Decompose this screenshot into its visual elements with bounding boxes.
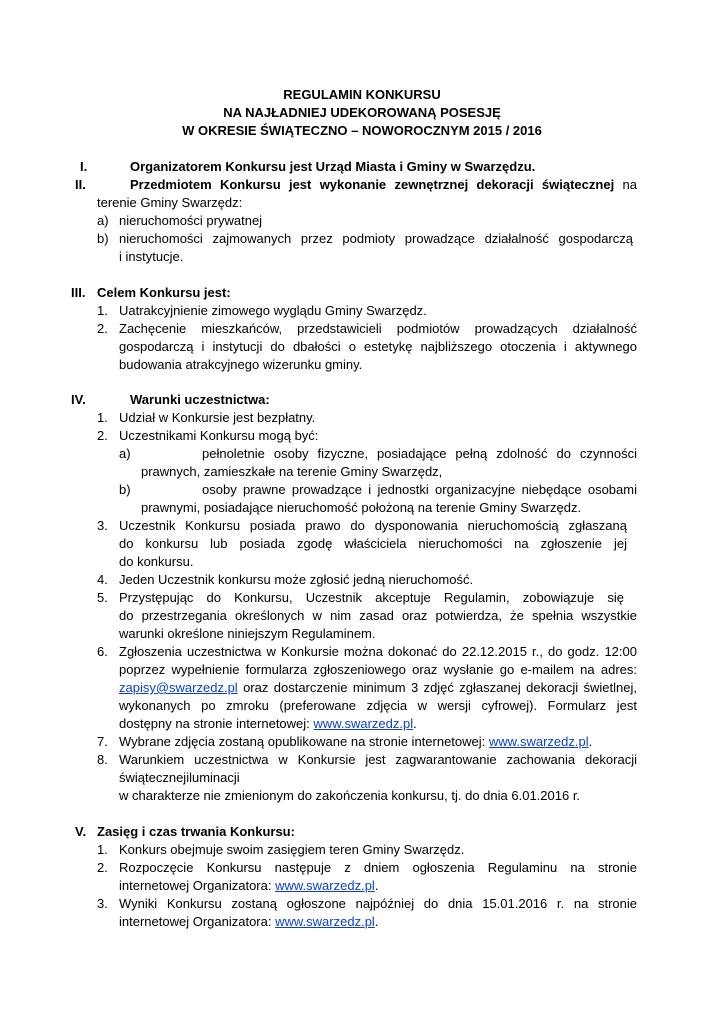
section-iii-heading: Celem Konkursu jest: [97,285,231,300]
section-iii-item-2-line-2: gospodarczą i instytucji do dbałości o estetykę najbliższego otoczenia i aktywnego [119,339,637,354]
section-i-number: I. [80,159,88,174]
section-iv-item-3-line-2: do konkursu lub posiada zgodę właściciela nieruchomości na zgłoszenie jej [119,536,627,551]
section-ii-line-2: terenie Gminy Swarzędz: [97,195,243,210]
section-iv-item-6-line-2: poprzez wypełnienie formularza zgłoszeniowego oraz wysłanie go e-mailem na adres: [119,662,637,677]
section-ii-b-marker: b) [97,231,109,246]
section-iv-item-6-line-5-text: dostępny na stronie internetowej: [119,716,310,731]
section-iv-item-7-number: 7. [97,734,108,749]
section-iii-item-2-line-3: budowania atrakcyjnego wizerunku gminy. [119,357,363,372]
section-v-item-2-number: 2. [97,860,108,875]
section-v-item-1-number: 1. [97,842,108,857]
section-v-item-2-line-1: Rozpoczęcie Konkursu następuje z dniem ogłoszenia Regulaminu na stronie [119,860,637,875]
website-link[interactable]: www.swarzedz.pl [275,914,375,929]
title-line-1: REGULAMIN KONKURSU [283,87,441,102]
section-iii-item-1-number: 1. [97,303,108,318]
section-ii-b-line-2: i instytucje. [119,249,184,264]
section-ii-a-marker: a) [97,213,109,228]
section-iv-item-5-line-3: warunki określone niniejszym Regulaminem. [119,626,376,641]
section-i-text: Organizatorem Konkursu jest Urząd Miasta i Gminy w Swarzędzu. [130,159,536,174]
section-iii-item-2-line-1: Zachęcenie mieszkańców, przedstawicieli podmiotów prowadzących działalność [119,321,637,336]
section-iv-b-line-1: osoby prawne prowadzące i jednostki organizacyjne niebędące osobami [202,482,637,497]
website-link[interactable]: www.swarzedz.pl [275,878,375,893]
section-iv-a-line-1: pełnoletnie osoby fizyczne, posiadające pełną zdolność do czynności [202,446,637,461]
website-link[interactable]: www.swarzedz.pl [313,716,414,731]
section-iv-item-6-line-3 [119,679,637,697]
title-line-3: W OKRESIE ŚWIĄTECZNO – NOWOROCZNYM 2015 / 2016 [182,123,542,138]
section-v-item-3-line-2 [119,913,378,931]
section-ii-bold-text: Przedmiotem Konkursu jest wykonanie zewnętrznej dekoracji świątecznej [130,177,615,192]
section-iv-item-1-number: 1. [97,410,108,425]
section-iii-item-1: Uatrakcyjnienie zimowego wyglądu Gminy Swarzędz. [119,303,427,318]
section-iv-item-7-text: Wybrane zdjęcia zostaną opublikowane na stronie internetowej: [119,734,486,749]
section-iv-a-marker: a) [119,446,131,461]
section-iv-item-2: Uczestnikami Konkursu mogą być: [119,428,319,443]
section-iv-item-3-number: 3. [97,518,108,533]
section-ii-number: II. [75,177,86,192]
section-v-number: V. [75,824,87,839]
section-iv-item-5-line-1: Przystępując do Konkursu, Uczestnik akceptuje Regulamin, zobowiązuje się [119,590,624,605]
section-iv-item-8-line-2: świątecznejiluminacji [119,770,240,785]
section-v-item-1: Konkurs obejmuje swoim zasięgiem teren Gminy Swarzędz. [119,842,465,857]
period: . [413,716,417,731]
section-v-item-3-number: 3. [97,896,108,911]
section-ii-b-line-1: nieruchomości zajmowanych przez podmioty prowadzące działalność gospodarczą [119,231,633,246]
section-iv-heading: Warunki uczestnictwa: [130,392,270,407]
website-link[interactable]: www.swarzedz.pl [488,734,589,749]
section-iv-a-line-2: prawnych, zamieszkałe na terenie Gminy Swarzędz, [141,464,443,479]
section-iv-item-1: Udział w Konkursie jest bezpłatny. [119,410,316,425]
section-v-item-3-line-2-text: internetowej Organizatora: [119,914,272,929]
section-iv-item-6-number: 6. [97,644,108,659]
section-v-item-2-line-2-text: internetowej Organizatora: [119,878,272,893]
section-iv-item-3-line-3: do konkursu. [119,554,194,569]
period: . [588,734,593,749]
section-iv-item-3-line-1: Uczestnik Konkursu posiada prawo do dysponowania nieruchomością zgłaszaną [119,518,627,533]
section-iv-item-4: Jeden Uczestnik konkursu może zgłosić jedną nieruchomość. [119,572,474,587]
section-ii-a-text: nieruchomości prywatnej [119,213,263,228]
title-line-2: NA NAJŁADNIEJ UDEKOROWANĄ POSESJĘ [223,105,501,120]
section-iv-b-line-2: prawnymi, posiadające nieruchomość położoną na terenie Gminy Swarzędz. [141,500,582,515]
section-ii-tail: na [622,177,637,192]
section-v-heading: Zasięg i czas trwania Konkursu: [97,824,295,839]
section-iv-item-4-number: 4. [97,572,108,587]
section-iv-item-8-number: 8. [97,752,108,767]
section-iv-item-6-line-1: Zgłoszenia uczestnictwa w Konkursie można dokonać do 22.12.2015 r., do godz. 12:00 [119,644,637,659]
section-iv-item-5-number: 5. [97,590,108,605]
section-iv-item-2-number: 2. [97,428,108,443]
section-iv-item-6-line-5 [119,715,417,733]
section-iv-b-marker: b) [119,482,131,497]
email-link[interactable]: zapisy@swarzedz.pl [119,680,238,695]
period: . [374,878,379,893]
section-iv-item-7 [119,733,592,751]
section-iv-number: IV. [71,392,86,407]
section-iv-item-8-line-3: w charakterze nie zmienionym do zakończenia konkursu, tj. do dnia 6.01.2016 r. [119,788,581,803]
period: . [374,914,379,929]
section-iv-item-6-line-3-tail: oraz dostarczenie minimum 3 zdjęć zgłaszanej dekoracji świetlnej, [243,680,637,695]
section-v-item-2-line-2 [119,877,378,895]
section-iii-item-2-number: 2. [97,321,108,336]
section-iv-item-6-line-4: wykonanych po zmroku (preferowane zdjęcia w wersji cyfrowej). Formularz jest [119,698,637,713]
section-v-item-3-line-1: Wyniki Konkursu zostaną ogłoszone najpóźniej do dnia 15.01.2016 r. na stronie [119,896,637,911]
section-ii-line-1 [130,176,637,194]
section-iv-item-8-line-1: Warunkiem uczestnictwa w Konkursie jest zagwarantowanie zachowania dekoracji [119,752,637,767]
section-iv-item-5-line-2: do przestrzegania określonych w nim zasad oraz potwierdza, że spełnia wszystkie [119,608,637,623]
section-iii-number: III. [71,285,86,300]
